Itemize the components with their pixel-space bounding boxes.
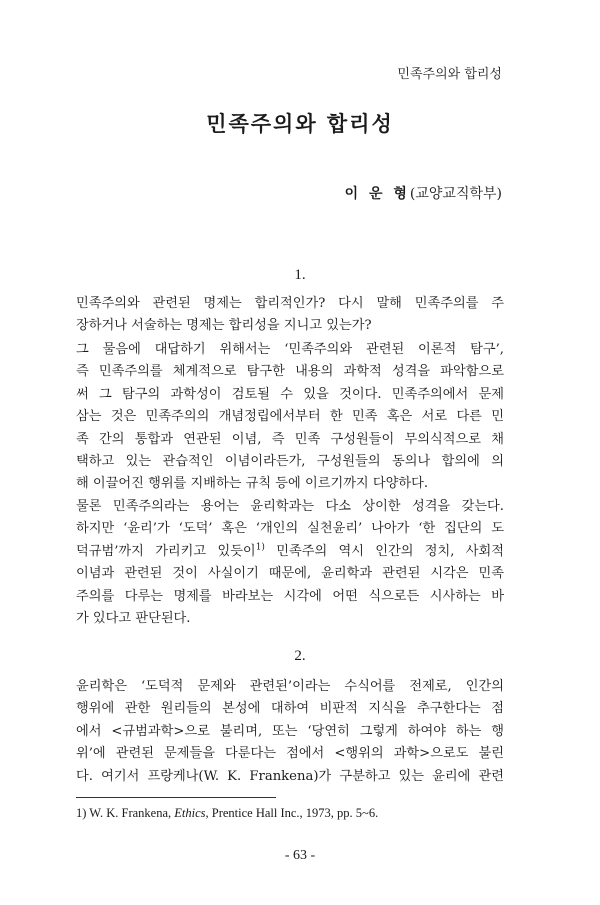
text-line: 에서 <규범과학>으로 불리며, 또는 ‘당연히 그렇게 하여야 하는 행 [76, 723, 504, 739]
text-line: 써 그 탐구의 과학성이 검토될 수 있을 것이다. 민족주의에서 문제 [76, 386, 504, 402]
text-line-with-footnote [76, 541, 504, 563]
author-line [345, 183, 502, 203]
paragraph-2-1 [76, 676, 504, 788]
paragraph-1-1 [76, 293, 504, 338]
text-fragment: 민족주의 역시 인간의 정치, 사회적 [264, 543, 505, 559]
text-line: 행위에 관한 원리들의 본성에 대하여 비판적 지식을 추구한다는 점 [76, 701, 504, 717]
page-number: - 63 - [284, 848, 316, 863]
text-line: 하지만 ‘윤리’가 ‘도덕’ 혹은 ‘개인의 실천윤리’ 나아가 ‘한 집단의 도 [76, 521, 504, 537]
text-line: 택하고 있는 관습적인 이념이라든가, 구성원들의 동의나 합의에 의 [76, 454, 504, 470]
paragraph-1-3 [76, 496, 504, 630]
footnote-ref[interactable]: 1) [255, 542, 265, 553]
footnote-rest: Prentice Hall Inc., 1973, pp. 5~6. [208, 806, 379, 820]
footnote-marker: 1) W. K. Frankena, [76, 806, 175, 820]
text-line: 윤리학은 ‘도덕적 문제와 관련된’이라는 수식어를 전제로, 인간의 [76, 679, 504, 694]
article-title: 민족주의와 합리성 [206, 111, 394, 136]
text-line: 장하거나 서술하는 명제는 합리성을 지니고 있는가? [76, 318, 372, 334]
author-affiliation: (교양교직학부) [409, 186, 502, 202]
text-line: 이념과 관련된 것이 사실이기 때문에, 윤리학과 관련된 시각은 민족 [76, 566, 504, 582]
text-line: 다. 여기서 프랑케나(W. K. Frankena)가 구분하고 있는 윤리에 관련 [76, 768, 504, 784]
running-header: 민족주의와 합리성 [397, 67, 502, 82]
text-line: 족 간의 통합과 연관된 이념, 즉 민족 구성원들이 무의식적으로 채 [76, 431, 504, 447]
footnote-rule [76, 797, 276, 798]
text-line: 위’에 관련된 문제들을 다룬다는 점에서 <행위의 과학>으로도 불린 [76, 746, 504, 762]
footnote-work-title: Ethics, [174, 806, 209, 820]
section-number-1: 1. [294, 267, 306, 283]
text-line: 즉 민족주의를 체계적으로 탐구한 내용의 과학적 성격을 파악함으로 [76, 364, 504, 380]
text-line: 물론 민족주의라는 용어는 윤리학과는 다소 상이한 성격을 갖는다. [76, 499, 504, 514]
section-number-2: 2. [294, 648, 306, 664]
text-line: 삼는 것은 민족주의의 개념정립에서부터 한 민족 혹은 서로 다른 민 [76, 409, 504, 425]
text-line: 그 물음에 대답하기 위해서는 ‘민족주의와 관련된 이론적 탐구’, [76, 342, 504, 357]
text-line: 주의를 다루는 명제를 바라보는 시각에 어떤 식으로든 시사하는 바 [76, 588, 504, 604]
text-line: 민족주의와 관련된 명제는 합리적인가? 다시 말해 민족주의를 주 [76, 296, 504, 311]
text-line: 해 이끌어진 행위를 지배하는 규칙 등에 이르기까지 다양하다. [76, 476, 429, 492]
author-name: 이 운 형 [344, 186, 410, 202]
footnote [76, 806, 378, 821]
text-line: 가 있다고 판단된다. [76, 611, 191, 627]
text-fragment: 덕규범’까지 가리키고 있듯이 [76, 543, 256, 559]
paragraph-1-2 [76, 339, 504, 496]
